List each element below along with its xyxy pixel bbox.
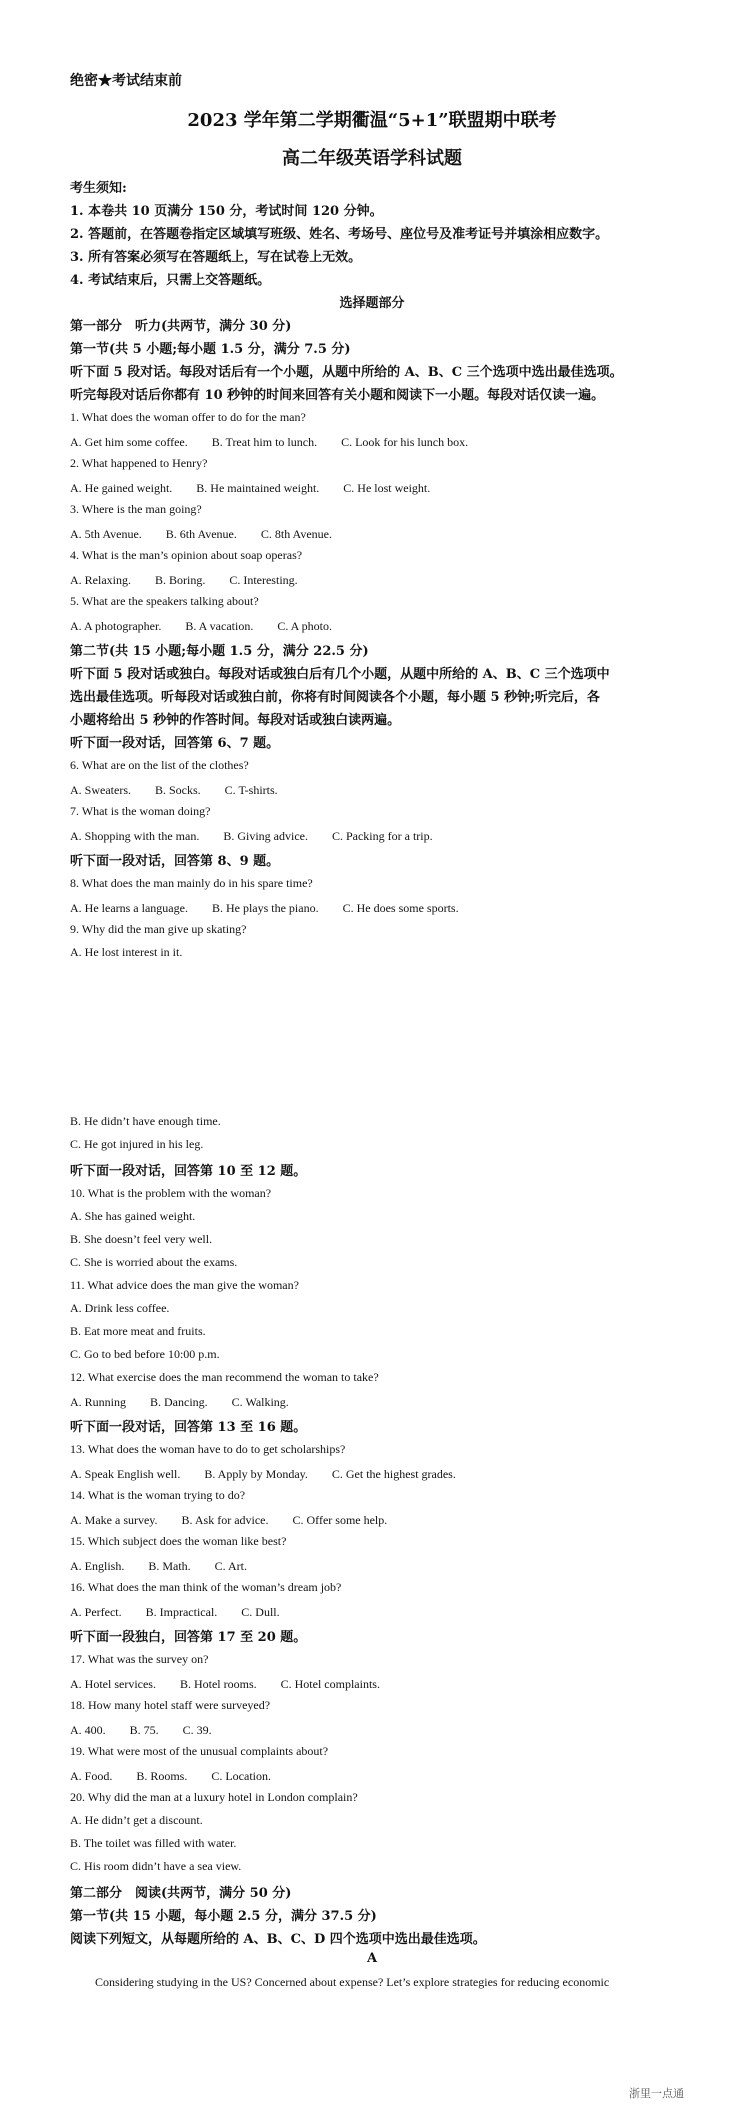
options: A. Perfect. B. Impractical. C. Dull. xyxy=(70,1605,280,1619)
question: 9. Why did the man give up skating? xyxy=(70,922,247,936)
option: B. She doesn’t feel very well. xyxy=(70,1232,213,1246)
question: 20. Why did the man at a luxury hotel in London complain? xyxy=(70,1790,358,1804)
instruction-line: 阅读下列短文，从每题所给的 A、B、C、D 四个选项中选出最佳选项。 xyxy=(70,1932,486,1947)
options: A. Make a survey. B. Ask for advice. C. Offer some help. xyxy=(70,1513,388,1527)
part1-heading: 第一部分 听力(共两节，满分 30 分) xyxy=(70,319,292,334)
question: 3. Where is the man going? xyxy=(70,502,202,516)
options: A. Get him some coffee. B. Treat him to lunch. C. Look for his lunch box. xyxy=(70,435,469,449)
question: 8. What does the man mainly do in his spare time? xyxy=(70,876,313,890)
dialogue-heading: 听下面一段对话，回答第 8、9 题。 xyxy=(70,854,280,869)
options: A. Running B. Dancing. C. Walking. xyxy=(70,1395,289,1409)
question: 19. What were most of the unusual complaints about? xyxy=(70,1744,329,1758)
question: 12. What exercise does the man recommend the woman to take? xyxy=(70,1370,379,1384)
notice-item: 4. 考试结束后，只需上交答题纸。 xyxy=(70,273,271,288)
options: A. He learns a language. B. He plays the piano. C. He does some sports. xyxy=(70,901,459,915)
instruction-line: 选出最佳选项。听每段对话或独白前，你将有时间阅读各个小题，每小题 5 秒钟;听完后，各 xyxy=(70,690,600,705)
question: 7. What is the woman doing? xyxy=(70,804,211,818)
option: A. She has gained weight. xyxy=(70,1209,196,1223)
instruction-line: 小题将给出 5 秒钟的作答时间。每段对话或独白读两遍。 xyxy=(70,713,401,728)
option: B. Eat more meat and fruits. xyxy=(70,1324,206,1338)
option: A. He didn’t get a discount. xyxy=(70,1813,203,1827)
part1-sec1-heading: 第一节(共 5 小题;每小题 1.5 分，满分 7.5 分) xyxy=(70,342,351,357)
options: A. Hotel services. B. Hotel rooms. C. Hotel complaints. xyxy=(70,1677,380,1691)
footer-watermark: 浙里一点通 xyxy=(629,2087,684,2100)
question: 11. What advice does the man give the woman? xyxy=(70,1278,299,1292)
notice-heading: 考生须知: xyxy=(70,181,127,196)
option: C. He got injured in his leg. xyxy=(70,1137,204,1151)
section-title: 选择题部分 xyxy=(339,296,405,311)
options: A. Speak English well. B. Apply by Monday. C. Get the highest grades. xyxy=(70,1467,456,1481)
part2-sec1-heading: 第一节(共 15 小题，每小题 2.5 分，满分 37.5 分) xyxy=(70,1909,377,1924)
part1-sec2-heading: 第二节(共 15 小题;每小题 1.5 分，满分 22.5 分) xyxy=(70,644,369,659)
instruction-line: 听下面 5 段对话。每段对话后有一个小题，从题中所给的 A、B、C 三个选项中选出最佳选项。 xyxy=(70,365,623,380)
part2-heading: 第二部分 阅读(共两节，满分 50 分) xyxy=(70,1886,292,1901)
question: 17. What was the survey on? xyxy=(70,1652,209,1666)
dialogue-heading: 听下面一段对话，回答第 6、7 题。 xyxy=(70,736,280,751)
notice-item: 2. 答题前，在答题卷指定区域填写班级、姓名、考场号、座位号及准考证号并填涂相应数字。 xyxy=(70,227,609,242)
question: 13. What does the woman have to do to get scholarships? xyxy=(70,1442,346,1456)
dialogue-heading: 听下面一段对话，回答第 10 至 12 题。 xyxy=(70,1164,307,1179)
instruction-line: 听下面 5 段对话或独白。每段对话或独白后有几个小题，从题中所给的 A、B、C 三个选项中 xyxy=(70,667,610,682)
question: 18. How many hotel staff were surveyed? xyxy=(70,1698,271,1712)
passage-text: Considering studying in the US? Concerned about expense? Let’s explore strategies for reducing economic xyxy=(95,1975,610,1989)
options: A. Relaxing. B. Boring. C. Interesting. xyxy=(70,573,298,587)
options: A. Sweaters. B. Socks. C. T-shirts. xyxy=(70,783,278,797)
option: A. Drink less coffee. xyxy=(70,1301,170,1315)
notice-item: 1. 本卷共 10 页满分 150 分，考试时间 120 分钟。 xyxy=(70,204,383,219)
option: B. The toilet was filled with water. xyxy=(70,1836,237,1850)
options: A. Shopping with the man. B. Giving advice. C. Packing for a trip. xyxy=(70,829,433,843)
question: 10. What is the problem with the woman? xyxy=(70,1186,272,1200)
passage-label: A xyxy=(366,1951,378,1966)
monologue-heading: 听下面一段独白，回答第 17 至 20 题。 xyxy=(70,1630,307,1645)
question: 6. What are on the list of the clothes? xyxy=(70,758,249,772)
options: A. He gained weight. B. He maintained weight. C. He lost weight. xyxy=(70,481,431,495)
question: 4. What is the man’s opinion about soap operas? xyxy=(70,548,303,562)
notice-item: 3. 所有答案必须写在答题纸上，写在试卷上无效。 xyxy=(70,250,362,265)
option: C. His room didn’t have a sea view. xyxy=(70,1859,242,1873)
options: A. Food. B. Rooms. C. Location. xyxy=(70,1769,272,1783)
option: A. He lost interest in it. xyxy=(70,945,183,959)
instruction-line: 听完每段对话后你都有 10 秒钟的时间来回答有关小题和阅读下一小题。每段对话仅读一遍。 xyxy=(70,388,605,403)
exam-title: 2023 学年第二学期衢温“5+1”联盟期中联考 xyxy=(187,110,557,131)
question: 5. What are the speakers talking about? xyxy=(70,594,259,608)
question: 1. What does the woman offer to do for the man? xyxy=(70,410,306,424)
question: 14. What is the woman trying to do? xyxy=(70,1488,246,1502)
dialogue-heading: 听下面一段对话，回答第 13 至 16 题。 xyxy=(70,1420,307,1435)
option: C. She is worried about the exams. xyxy=(70,1255,238,1269)
exam-subtitle: 高二年级英语学科试题 xyxy=(282,148,462,169)
question: 15. Which subject does the woman like best? xyxy=(70,1534,287,1548)
question: 16. What does the man think of the woman’s dream job? xyxy=(70,1580,342,1594)
options: A. English. B. Math. C. Art. xyxy=(70,1559,248,1573)
options: A. 5th Avenue. B. 6th Avenue. C. 8th Avenue. xyxy=(70,527,332,541)
option: B. He didn’t have enough time. xyxy=(70,1114,221,1128)
question: 2. What happened to Henry? xyxy=(70,456,208,470)
option: C. Go to bed before 10:00 p.m. xyxy=(70,1347,220,1361)
options: A. 400. B. 75. C. 39. xyxy=(70,1723,212,1737)
options: A. A photographer. B. A vacation. C. A photo. xyxy=(70,619,332,633)
confidential-label: 绝密★考试结束前 xyxy=(70,73,182,89)
